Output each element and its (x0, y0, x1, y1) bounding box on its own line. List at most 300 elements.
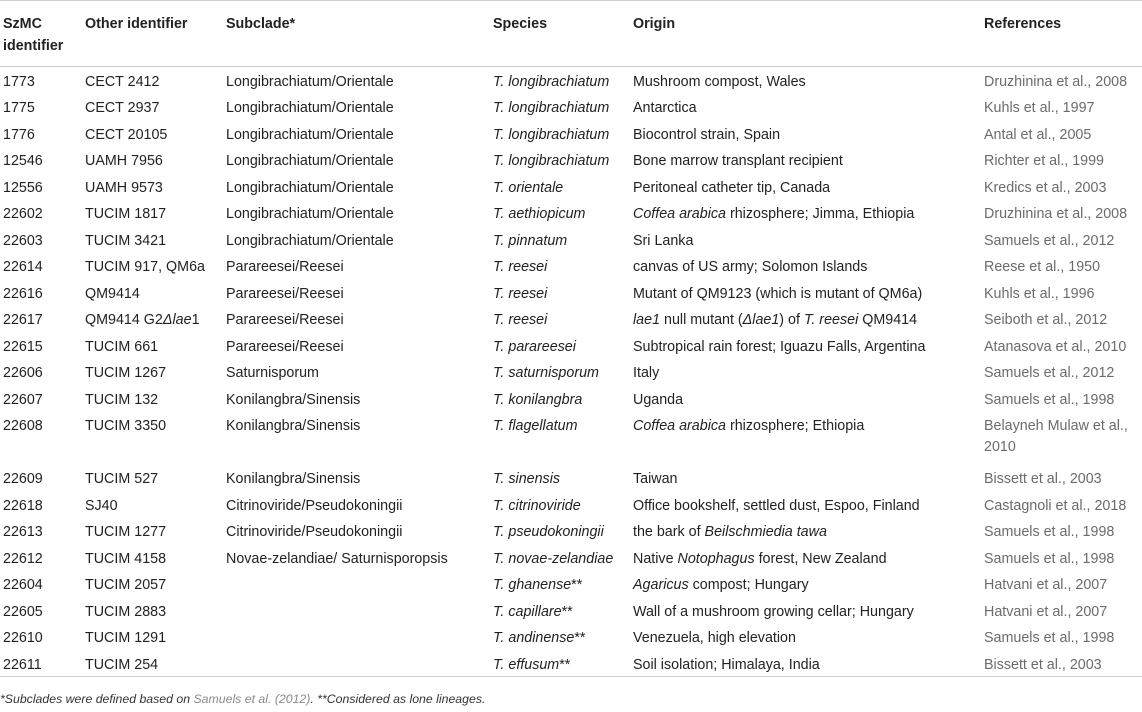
species-name: T. pinnatum (493, 232, 568, 249)
cell-subclade (226, 464, 493, 491)
subclade-value: Novae-zelandiae/ Saturnisporopsis (226, 550, 448, 567)
cell-szmc (0, 623, 85, 650)
cell-szmc (0, 358, 85, 385)
cell-other-identifier (85, 464, 226, 491)
other-identifier-part: SJ40 (85, 497, 118, 514)
subclade-value: Longibrachiatum/Orientale (226, 179, 394, 196)
cell-reference (984, 305, 1142, 332)
other-identifier-part: TUCIM 917, QM6a (85, 259, 205, 275)
reference-link[interactable]: Hatvani et al., 2007 (984, 603, 1108, 620)
cell-species (493, 305, 633, 332)
cell-other-identifier (85, 597, 226, 624)
other-identifier-part: TUCIM 3350 (85, 418, 167, 434)
reference-link[interactable]: Richter et al., 1999 (984, 153, 1105, 169)
species-name: T. sinensis (493, 471, 561, 487)
cell-origin (633, 385, 984, 412)
reference-link[interactable]: Samuels et al., 2012 (984, 365, 1115, 381)
origin-segment: Venezuela, high elevation (633, 630, 796, 646)
reference-link[interactable]: Kredics et al., 2003 (984, 179, 1107, 196)
cell-szmc (0, 146, 85, 173)
cell-other-identifier (85, 252, 226, 279)
cell-species (493, 597, 633, 624)
header-origin: Origin (633, 16, 676, 32)
other-identifier-part: CECT 2412 (85, 74, 160, 90)
species-name: T. citrinoviride (493, 497, 581, 514)
cell-species (493, 146, 633, 173)
other-identifier-part: TUCIM 527 (85, 471, 159, 487)
other-identifier-part: CECT 2937 (85, 100, 160, 116)
cell-other-identifier (85, 623, 226, 650)
header-szmc: SzMC identifier (3, 16, 64, 54)
origin-segment: Soil isolation; Himalaya, India (633, 656, 820, 673)
origin-segment: Wall of a mushroom growing cellar; Hungary (633, 603, 914, 620)
origin-segment: T. reesei (803, 312, 859, 328)
origin-segment: Mushroom compost, Wales (633, 74, 806, 90)
cell-other-identifier (85, 411, 226, 464)
species-name: T. longibrachiatum (493, 126, 610, 143)
szmc-value: 22611 (3, 656, 42, 673)
footnote-text-1: *Subclades were defined based on (0, 692, 194, 706)
table-row (0, 411, 1142, 464)
reference-link[interactable]: Antal et al., 2005 (984, 126, 1092, 143)
table-row (0, 332, 1142, 359)
cell-szmc (0, 650, 85, 677)
reference-link[interactable]: Samuels et al., 1998 (984, 391, 1115, 408)
cell-reference (984, 570, 1142, 597)
origin-segment: canvas of US army; Solomon Islands (633, 259, 868, 275)
subclade-value: Longibrachiatum/Orientale (226, 153, 394, 169)
reference-link[interactable]: Bissett et al., 2003 (984, 656, 1102, 673)
cell-other-identifier (85, 93, 226, 120)
cell-origin (633, 570, 984, 597)
cell-origin (633, 252, 984, 279)
cell-subclade (226, 358, 493, 385)
szmc-value: 1773 (3, 74, 35, 90)
other-identifier-part: TUCIM 1291 (85, 630, 167, 646)
cell-species (493, 623, 633, 650)
reference-link[interactable]: Kuhls et al., 1996 (984, 285, 1095, 302)
subclade-value: Konilangbra/Sinensis (226, 391, 361, 408)
cell-species (493, 173, 633, 200)
cell-other-identifier (85, 491, 226, 518)
table-row (0, 120, 1142, 147)
cell-other-identifier (85, 199, 226, 226)
cell-reference (984, 544, 1142, 571)
table-row (0, 491, 1142, 518)
subclade-value: Parareesei/Reesei (226, 259, 344, 275)
reference-link[interactable]: Reese et al., 1950 (984, 259, 1101, 275)
cell-subclade (226, 597, 493, 624)
szmc-value: 1775 (3, 100, 35, 116)
cell-subclade (226, 544, 493, 571)
table-row (0, 544, 1142, 571)
cell-species (493, 517, 633, 544)
cell-species (493, 279, 633, 306)
origin-segment: QM9414 (858, 312, 918, 328)
szmc-value: 22615 (3, 338, 43, 355)
cell-other-identifier (85, 385, 226, 412)
table-row (0, 252, 1142, 279)
origin-segment: Taiwan (633, 471, 678, 487)
other-identifier-part: TUCIM 1277 (85, 524, 167, 540)
subclade-value: Konilangbra/Sinensis (226, 418, 361, 434)
szmc-value: 22607 (3, 391, 43, 408)
cell-origin (633, 146, 984, 173)
header-references: References (984, 16, 1062, 32)
species-name: T. reesei (493, 259, 548, 275)
reference-link[interactable]: Castagnoli et al., 2018 (984, 497, 1127, 514)
cell-reference (984, 279, 1142, 306)
cell-species (493, 570, 633, 597)
cell-species (493, 650, 633, 677)
header-other-identifier: Other identifier (85, 16, 188, 32)
szmc-value: 1776 (3, 126, 35, 143)
subclade-value: Parareesei/Reesei (226, 338, 344, 355)
species-name: T. longibrachiatum (493, 74, 610, 90)
cell-subclade (226, 623, 493, 650)
cell-szmc (0, 570, 85, 597)
species-name: T. aethiopicum (493, 206, 586, 222)
cell-reference (984, 226, 1142, 253)
origin-segment: Mutant of QM9123 (which is mutant of QM6a) (633, 285, 923, 302)
origin-segment: Uganda (633, 391, 684, 408)
reference-link[interactable]: Druzhinina et al., 2008 (984, 206, 1128, 222)
species-name: T. longibrachiatum (493, 153, 610, 169)
cell-origin (633, 517, 984, 544)
szmc-value: 22609 (3, 471, 43, 487)
cell-species (493, 120, 633, 147)
cell-szmc (0, 199, 85, 226)
cell-szmc (0, 544, 85, 571)
cell-reference (984, 67, 1142, 94)
species-marker: ** (561, 603, 573, 620)
subclade-value: Longibrachiatum/Orientale (226, 126, 394, 143)
origin-segment: Beilschmiedia tawa (704, 524, 827, 540)
table-row (0, 570, 1142, 597)
cell-species (493, 252, 633, 279)
subclade-value: Longibrachiatum/Orientale (226, 100, 394, 116)
cell-other-identifier (85, 332, 226, 359)
table-body (0, 67, 1142, 677)
species-name: T. novae-zelandiae (493, 550, 614, 567)
cell-subclade (226, 173, 493, 200)
cell-reference (984, 120, 1142, 147)
reference-link[interactable]: Samuels et al., 2012 (984, 232, 1115, 249)
species-name: T. pseudokoningii (493, 524, 604, 540)
subclade-value: Citrinoviride/Pseudokoningii (226, 497, 403, 514)
species-name: T. orientale (493, 179, 564, 196)
other-identifier-part: UAMH 7956 (85, 153, 163, 169)
cell-species (493, 411, 633, 464)
other-identifier-part: TUCIM 2057 (85, 577, 167, 593)
other-identifier-part: TUCIM 254 (85, 656, 159, 673)
cell-szmc (0, 464, 85, 491)
cell-subclade (226, 252, 493, 279)
origin-segment: Antarctica (633, 100, 697, 116)
reference-link[interactable]: Belayneh Mulaw et al., 2010 (984, 418, 1128, 455)
cell-other-identifier (85, 279, 226, 306)
table-row (0, 597, 1142, 624)
origin-segment: forest, New Zealand (754, 550, 887, 567)
cell-origin (633, 597, 984, 624)
table-row (0, 173, 1142, 200)
species-name: T. reesei (493, 285, 548, 302)
cell-origin (633, 332, 984, 359)
cell-subclade (226, 305, 493, 332)
origin-segment: rhizosphere; Jimma, Ethiopia (726, 206, 915, 222)
reference-link[interactable]: Atanasova et al., 2010 (984, 338, 1127, 355)
table-row (0, 305, 1142, 332)
cell-reference (984, 252, 1142, 279)
table-row (0, 464, 1142, 491)
subclade-value: Konilangbra/Sinensis (226, 471, 361, 487)
origin-segment: lae1 (633, 312, 661, 328)
table-row (0, 226, 1142, 253)
table-row (0, 385, 1142, 412)
szmc-value: 22610 (3, 630, 43, 646)
other-identifier-part: TUCIM 3421 (85, 232, 167, 249)
cell-other-identifier (85, 305, 226, 332)
cell-other-identifier (85, 358, 226, 385)
cell-reference (984, 411, 1142, 464)
species-name: T. andinense (493, 630, 575, 646)
cell-other-identifier (85, 226, 226, 253)
szmc-value: 22613 (3, 524, 43, 540)
cell-species (493, 358, 633, 385)
table-row (0, 199, 1142, 226)
table-row (0, 358, 1142, 385)
other-identifier-part: QM9414 (85, 285, 140, 302)
cell-reference (984, 332, 1142, 359)
cell-other-identifier (85, 544, 226, 571)
cell-origin (633, 279, 984, 306)
subclade-value: Longibrachiatum/Orientale (226, 206, 394, 222)
szmc-value: 22614 (3, 259, 43, 275)
subclade-value: Parareesei/Reesei (226, 285, 344, 302)
cell-subclade (226, 491, 493, 518)
subclade-value: Longibrachiatum/Orientale (226, 74, 394, 90)
cell-subclade (226, 146, 493, 173)
cell-subclade (226, 93, 493, 120)
reference-link[interactable]: Kuhls et al., 1997 (984, 100, 1095, 116)
cell-szmc (0, 597, 85, 624)
other-identifier-part: CECT 20105 (85, 126, 168, 143)
species-name: T. capillare (493, 603, 562, 620)
cell-species (493, 491, 633, 518)
cell-other-identifier (85, 650, 226, 677)
table-row (0, 650, 1142, 677)
cell-origin (633, 623, 984, 650)
cell-subclade (226, 67, 493, 94)
other-identifier-part: TUCIM 661 (85, 338, 159, 355)
cell-szmc (0, 226, 85, 253)
reference-link[interactable]: Hatvani et al., 2007 (984, 577, 1108, 593)
origin-segment: Italy (633, 365, 660, 381)
origin-segment: Peritoneal catheter tip, Canada (633, 179, 831, 196)
origin-segment: Δlae1 (742, 312, 780, 328)
other-identifier-part: TUCIM 1267 (85, 365, 167, 381)
cell-subclade (226, 332, 493, 359)
other-identifier-part: 1 (191, 312, 200, 328)
cell-reference (984, 650, 1142, 677)
cell-szmc (0, 411, 85, 464)
szmc-value: 22616 (3, 285, 43, 302)
footnote-text-2: . **Considered as lone lineages. (310, 692, 486, 706)
cell-other-identifier (85, 173, 226, 200)
species-marker: ** (559, 656, 571, 673)
table-row (0, 146, 1142, 173)
other-identifier-part: UAMH 9573 (85, 179, 163, 196)
origin-segment: Agaricus (633, 577, 689, 593)
cell-reference (984, 491, 1142, 518)
other-identifier-part: Δlae (162, 312, 192, 328)
cell-other-identifier (85, 120, 226, 147)
cell-origin (633, 305, 984, 332)
species-marker: ** (574, 630, 586, 646)
reference-link[interactable]: Druzhinina et al., 2008 (984, 74, 1128, 90)
cell-origin (633, 226, 984, 253)
cell-species (493, 544, 633, 571)
origin-segment: Bone marrow transplant recipient (633, 153, 843, 169)
cell-reference (984, 146, 1142, 173)
szmc-value: 22608 (3, 418, 43, 434)
species-name: T. saturnisporum (493, 365, 599, 381)
header-subclade: Subclade* (226, 16, 296, 32)
cell-szmc (0, 173, 85, 200)
cell-szmc (0, 517, 85, 544)
cell-reference (984, 199, 1142, 226)
cell-subclade (226, 411, 493, 464)
footnote-reference-link[interactable]: Samuels et al. (2012) (193, 692, 311, 706)
reference-link[interactable]: Samuels et al., 1998 (984, 550, 1115, 567)
cell-other-identifier (85, 570, 226, 597)
cell-subclade (226, 226, 493, 253)
cell-reference (984, 517, 1142, 544)
szmc-value: 22603 (3, 232, 43, 249)
table-footnote (0, 692, 485, 706)
szmc-value: 22606 (3, 365, 43, 381)
origin-segment: Coffea arabica (633, 418, 726, 434)
cell-other-identifier (85, 146, 226, 173)
cell-reference (984, 93, 1142, 120)
table-row (0, 517, 1142, 544)
cell-species (493, 93, 633, 120)
cell-reference (984, 464, 1142, 491)
cell-origin (633, 120, 984, 147)
header-row (0, 1, 1142, 67)
cell-reference (984, 173, 1142, 200)
cell-reference (984, 623, 1142, 650)
table-row (0, 67, 1142, 94)
cell-subclade (226, 570, 493, 597)
cell-origin (633, 67, 984, 94)
cell-szmc (0, 93, 85, 120)
origin-segment: Office bookshelf, settled dust, Espoo, Finland (633, 497, 920, 514)
species-name: T. parareesei (493, 338, 576, 355)
cell-szmc (0, 332, 85, 359)
cell-origin (633, 491, 984, 518)
cell-szmc (0, 385, 85, 412)
cell-szmc (0, 491, 85, 518)
cell-species (493, 385, 633, 412)
cell-origin (633, 358, 984, 385)
cell-origin (633, 199, 984, 226)
other-identifier-part: TUCIM 2883 (85, 603, 167, 620)
cell-szmc (0, 305, 85, 332)
species-name: T. konilangbra (493, 391, 583, 408)
cell-subclade (226, 517, 493, 544)
subclade-value: Citrinoviride/Pseudokoningii (226, 524, 403, 540)
origin-segment: Biocontrol strain, Spain (633, 126, 781, 143)
species-name: T. reesei (493, 312, 548, 328)
origin-segment: ) of (779, 312, 804, 328)
cell-subclade (226, 199, 493, 226)
cell-other-identifier (85, 517, 226, 544)
reference-link[interactable]: Samuels et al., 1998 (984, 524, 1115, 540)
origin-segment: Sri Lanka (633, 232, 694, 249)
subclade-value: Longibrachiatum/Orientale (226, 232, 394, 249)
cell-szmc (0, 120, 85, 147)
cell-species (493, 226, 633, 253)
other-identifier-part: TUCIM 4158 (85, 550, 167, 567)
origin-segment: Coffea arabica (633, 206, 726, 222)
szmc-value: 12556 (3, 179, 43, 196)
other-identifier-part: QM9414 G2 (85, 312, 163, 328)
cell-reference (984, 597, 1142, 624)
header-species: Species (493, 16, 548, 32)
origin-segment: null mutant ( (660, 312, 743, 328)
cell-origin (633, 464, 984, 491)
cell-reference (984, 358, 1142, 385)
szmc-value: 22618 (3, 497, 43, 514)
origin-segment: rhizosphere; Ethiopia (726, 418, 865, 434)
species-name: T. ghanense (493, 577, 572, 593)
szmc-value: 22604 (3, 577, 43, 593)
cell-species (493, 67, 633, 94)
origin-segment: Notophagus (677, 550, 755, 567)
species-name: T. longibrachiatum (493, 100, 610, 116)
szmc-value: 22602 (3, 206, 43, 222)
reference-link[interactable]: Seiboth et al., 2012 (984, 312, 1108, 328)
cell-subclade (226, 385, 493, 412)
origin-segment: Native (633, 550, 678, 567)
table-row (0, 93, 1142, 120)
cell-species (493, 464, 633, 491)
other-identifier-part: TUCIM 1817 (85, 206, 167, 222)
reference-link[interactable]: Samuels et al., 1998 (984, 630, 1115, 646)
reference-link[interactable]: Bissett et al., 2003 (984, 471, 1102, 487)
species-name: T. effusum (493, 656, 560, 673)
cell-origin (633, 93, 984, 120)
cell-reference (984, 385, 1142, 412)
origin-segment: the bark of (633, 524, 705, 540)
szmc-value: 22617 (3, 312, 43, 328)
species-marker: ** (571, 577, 583, 593)
other-identifier-part: TUCIM 132 (85, 391, 159, 408)
cell-other-identifier (85, 67, 226, 94)
subclade-value: Parareesei/Reesei (226, 312, 344, 328)
cell-origin (633, 411, 984, 464)
szmc-value: 12546 (3, 153, 43, 169)
cell-species (493, 199, 633, 226)
cell-subclade (226, 120, 493, 147)
cell-species (493, 332, 633, 359)
table-row (0, 623, 1142, 650)
cell-szmc (0, 279, 85, 306)
origin-segment: Subtropical rain forest; Iguazu Falls, Argentina (633, 338, 926, 355)
species-name: T. flagellatum (493, 418, 578, 434)
origin-segment: compost; Hungary (688, 577, 809, 593)
